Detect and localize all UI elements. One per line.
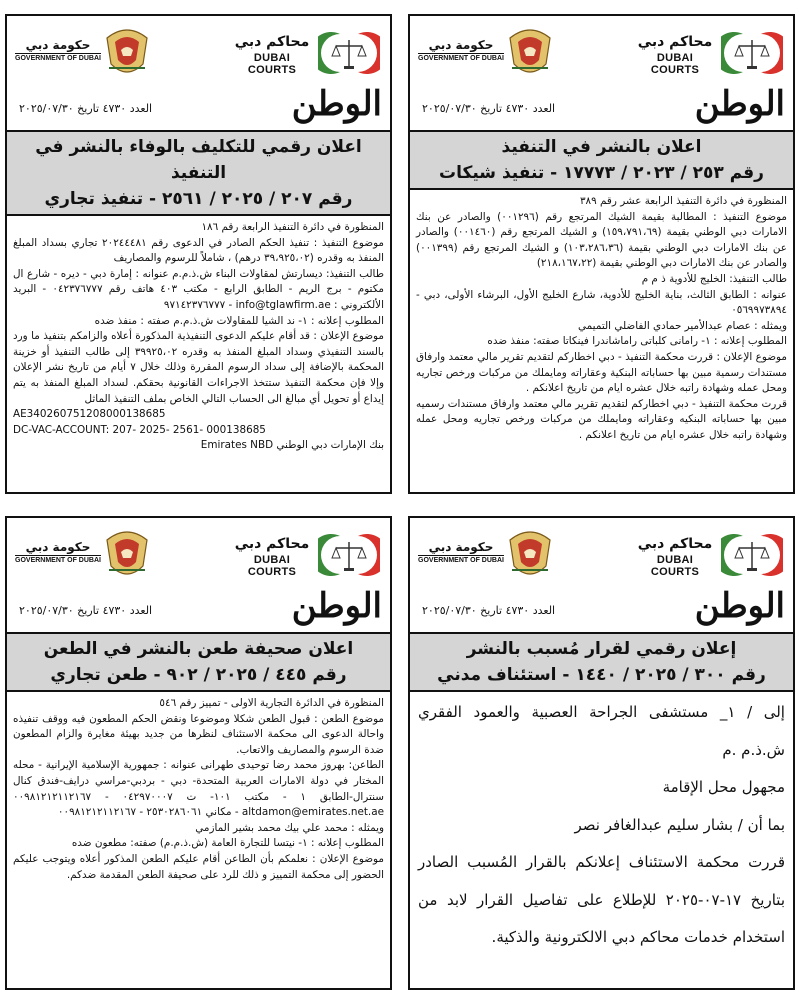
government-name-ar: حكومة دبي — [418, 38, 504, 54]
notice-body — [7, 216, 390, 458]
notice-title: إعلان رقمي لقرار مُسبب بالنشر — [466, 639, 737, 659]
dubai-emblem-icon — [103, 526, 151, 582]
issue-date: العدد ٤٧٣٠ تاريخ ٢٠٢٥/٠٧/٣٠ — [19, 604, 153, 617]
newspaper-name: الوطن — [291, 586, 382, 626]
notice-execution-payment — [5, 14, 392, 494]
dubai-courts-name-ar: محاكم دبي — [637, 34, 713, 50]
notice-body-text: المنظورة في دائرة التنفيذ الرابعة رقم ١٨٦ موضوع التنفيذ : تنفيذ الحكم الصادر في الدعوى رقم ٢٠٢٤٤٤٨١ تجاري بسداد المبلغ المنفذ به وقدره (٣٩،٩٢٥،٠٢ درهم) ، شاملاً للرسوم والمصاريف طالب التنفيذ: ديسارتش لمقاولات البناء ش.ذ.م.م عنوانه : إمارة دبي - ديره - شارع ال مكتوم - برج الريم - الطابق الرابع - مكتب ٤٠٣ هاتف رقم ٠٤٢٣٧٦٧٧٧ - البريد الألكتروني : info@tglawfirm.ae - ٩٧١٤٢٣٧٦٧٧٧ المطلوب إعلانه : ١- ند الشيا للمقاولات ش.ذ.م.م صفته : منفذ ضده موضوع الإعلان : قد أقام عليكم الدعوى التنفيذية المذكورة أعلاه والزامكم بتنفيذ ما ورد بالسند التنفيذي وسداد المبلغ المنفذ به وقدره ٣٩٩٢٥،٠٢ إلى طالب التنفيذ أو خزينة المحكمة بالإضافة إلى سداد الرسوم المقررة وذلك خلال ٧ أيام من تاريخ نشر الإعلان وإلا فإن محكمة التنفيذ ستتخذ الاجراءات القانونية بحقكم. لسداد المبلغ المنفذ به يتم إيداع أو تحويل أي مبالغ الى الحساب التالي الخاص بملف التنفيذ الماثل — [13, 221, 385, 405]
government-name-ar: حكومة دبي — [418, 540, 504, 556]
dubai-courts-scales-icon — [721, 532, 783, 578]
notice-execution-cheques — [408, 14, 795, 494]
notice-title-box — [410, 632, 793, 692]
notice-body: إلى / ١_ مستشفى الجراحة العصبية والعمود الفقري ش.ذ.م .م مجهول محل الإقامة بما أن / بشار سليم عبدالغافر نصر قررت محكمة الاستئناف إعلانكم بالقرار المُسبب الصادر بتاريخ ١٧-٠٧-٢٠٢٥ للإطلاع على تفاصيل القرار لابد من استخدام خدمات محاكم دبي الالكترونية والذكية. — [418, 703, 785, 946]
government-name-en: GOVERNMENT OF DUBAI — [418, 55, 504, 62]
notice-case-number: رقم ٢٠٧ / ٢٠٢٥ / ٢٥٦١ - تنفيذ تجاري — [44, 189, 353, 209]
government-name-ar: حكومة دبي — [15, 540, 101, 556]
dubai-courts-scales-icon — [318, 30, 380, 76]
bank-name: بنك الإمارات دبي الوطني Emirates NBD — [200, 439, 384, 452]
issue-date: العدد ٤٧٣٠ تاريخ ٢٠٢٥/٠٧/٣٠ — [422, 604, 556, 617]
issue-date: العدد ٤٧٣٠ تاريخ ٢٠٢٥/٠٧/٣٠ — [422, 102, 556, 115]
newspaper-name: الوطن — [694, 586, 785, 626]
dubai-courts-name-en: DUBAI COURTS — [247, 554, 297, 578]
notice-case-number: رقم ٢٥٣ / ٢٠٢٣ / ١٧٧٧٣ - تنفيذ شيكات — [439, 163, 764, 183]
notice-appeal-petition — [5, 516, 392, 990]
government-name-en: GOVERNMENT OF DUBAI — [418, 557, 504, 564]
notice-header — [410, 518, 793, 588]
newspaper-name: الوطن — [291, 84, 382, 124]
dubai-courts-name-en: DUBAI COURTS — [247, 52, 297, 76]
iban-line: AE340260751208000138685 — [13, 408, 166, 421]
notice-header — [7, 16, 390, 86]
dubai-courts-name-ar: محاكم دبي — [234, 34, 310, 50]
newspaper-name: الوطن — [694, 84, 785, 124]
dubai-courts-name-en: DUBAI COURTS — [650, 52, 700, 76]
notice-header — [7, 518, 390, 588]
dubai-courts-scales-icon — [318, 532, 380, 578]
dubai-courts-name-ar: محاكم دبي — [234, 536, 310, 552]
notice-body: المنظورة في دائرة التنفيذ الرابعة عشر رقم ٣٨٩ موضوع التنفيذ : المطالبة بقيمة الشيك المرتجع رقم (٠٠١٢٩٦) والصادر عن بنك الامارات دبي الوطني بقيمة (١٥٩،٧٩١،٦٩) و الشيك المرتجع رقم (٠٠١٤٦٠) والصادر عن بنك الامارات دبي الوطني بقيمة (١٠٣،٢٨٦،٣٦) و الشيك المرتجع رقم (٠٠١٣٩٩) والصادر عن بنك الامارات دبي الوطني بقيمة (٢١٨،١٦٧،٢٢) طالب التنفيذ: الخليج للأدوية ذ م م عنوانه : الطابق الثالث، بناية الخليج للأدوية، شارع الخليج الأول، البرشاء الأولى، دبي - ٠٥٦٩٩٧٣٨٩٤ ويمثله : عصام عبدالأمير حمادي الفاضلي التميمي المطلوب إعلانه : ١- رامانى كلباتى راماشاندرا فينكاتا صفته: منفذ ضده موضوع الإعلان : قررت محكمة التنفيذ - دبي اخطاركم لتقديم تقرير مالي معتمد وارفاق مستندات رسمية مبين بها حساباته البنكية وعقاراته ومايملك من مركبات ورخص تجاريه ومحل عمله وشهادة راتبه خلال عشره ايام من تاريخ اعلانكم . قررت محكمة التنفيذ - دبي اخطاركم لتقديم تقرير مالي معتمد وارفاق مستندات رسميه مبين بها حساباته البنكيه وعقاراته ومايملك من مركبات ورخص تجاريه ومحل عمله وشهادة راتبه خلال عشره ايام من تاريخ اعلانكم . — [416, 195, 787, 441]
notice-header — [410, 16, 793, 86]
notice-title-box — [7, 632, 390, 692]
dubai-courts-name-ar: محاكم دبي — [637, 536, 713, 552]
dubai-emblem-icon — [506, 526, 554, 582]
dubai-courts-name-en: DUBAI COURTS — [650, 554, 700, 578]
government-name-en: GOVERNMENT OF DUBAI — [15, 557, 101, 564]
notice-title-box — [410, 130, 793, 190]
notice-title-box — [7, 130, 390, 216]
dubai-courts-scales-icon — [721, 30, 783, 76]
government-name-ar: حكومة دبي — [15, 38, 101, 54]
notice-title: اعلان بالنشر في التنفيذ — [501, 137, 702, 157]
notice-title: اعلان صحيفة طعن بالنشر في الطعن — [43, 639, 354, 659]
notice-body: المنظورة في الدائرة التجارية الاولى - تمييز رقم ٥٤٦ موضوع الطعن : قبول الطعن شكلا وموضوعا ونقض الحكم المطعون فيه ووقف تنفيذه واحالة الدعوى الى محكمة الاستئناف لنظرها من جديد بهيئة مغايرة والزام المطعون ضدة الرسوم والمصاريف والاتعاب. الطاعن: بهروز محمد رضا توحيدى طهرانى عنوانه : جمهورية الإسلامية الإيرانية - محله المختار في دولة الامارات العربية المتحدة- دبي - بردبي-مراسي درايف-فندق كنال سنترال-الطابق ١ - مكتب ١٠١- ت ٠٤٢٩٧٠٠٠٧ - ٠٠٩٨١٢١٢١١٢١٦٧ altdamon@emirates.net.ae - مكاني ٢٥٣٠٢٨٦٠٦١ - ٠٠٩٨١٢١٢١١٢١٦٧ ويمثله : محمد علي بيك محمد بشير المازمي المطلوب إعلانه : ١- نيتسا للتجارة العامة (ش.ذ.م.م) صفته: مطعون ضده موضوع الإعلان : نعلمكم بأن الطاعن أقام عليكم الطعن المذكور أعلاه ويتوجب عليكم الحضور إلى محكمة التمييز و ذلك للرد على صحيفة الطعن المقدمة ضدكم. — [13, 697, 385, 881]
dubai-emblem-icon — [103, 24, 151, 80]
account-line: DC-VAC-ACCOUNT: 207- 2025- 2561- 000138685 — [13, 423, 266, 436]
dubai-emblem-icon — [506, 24, 554, 80]
notice-case-number: رقم ٤٤٥ / ٢٠٢٥ / ٩٠٢ - طعن تجاري — [50, 665, 347, 685]
government-name-en: GOVERNMENT OF DUBAI — [15, 55, 101, 62]
notice-reasoned-decision — [408, 516, 795, 990]
notice-case-number: رقم ٣٠٠ / ٢٠٢٥ / ١٤٤٠ - استئناف مدني — [437, 665, 766, 685]
notice-title: اعلان رقمي للتكليف بالوفاء بالنشر في التنفيذ — [35, 137, 362, 183]
issue-date: العدد ٤٧٣٠ تاريخ ٢٠٢٥/٠٧/٣٠ — [19, 102, 153, 115]
